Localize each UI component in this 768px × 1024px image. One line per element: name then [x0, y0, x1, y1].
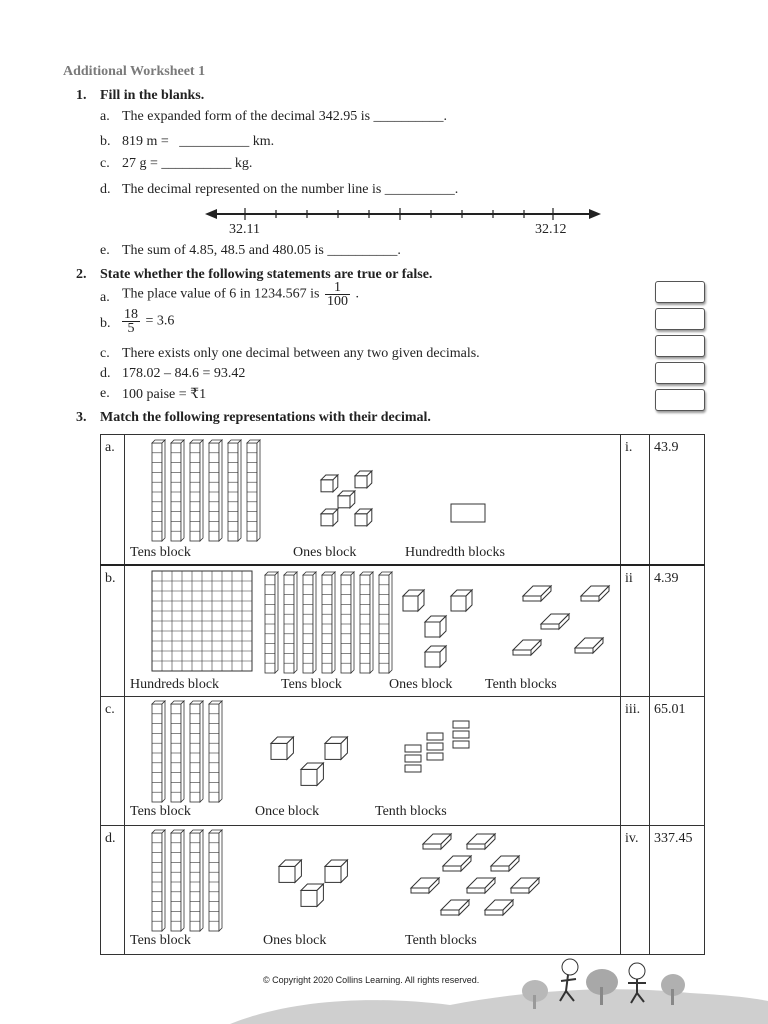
roman-cell	[621, 435, 650, 566]
row-label: c.	[105, 702, 115, 717]
block-caption: Tens block	[130, 933, 191, 948]
match-row-d	[101, 826, 705, 955]
ones-cube	[425, 646, 446, 667]
block-caption: Hundredth blocks	[405, 545, 505, 560]
tens-rod	[190, 440, 203, 541]
decimal-cell[interactable]	[650, 565, 705, 697]
match-row-c	[101, 697, 705, 826]
item-label: c.	[100, 156, 110, 171]
tens-rod	[379, 572, 392, 673]
ones-cube	[301, 763, 323, 785]
block-caption: Ones block	[263, 933, 327, 948]
ones-cube	[271, 737, 293, 759]
answer-box-e[interactable]	[655, 389, 705, 411]
tenth-flat	[443, 856, 471, 871]
tenth-block	[453, 741, 469, 748]
roman-numeral: i.	[625, 440, 633, 455]
roman-numeral: iii.	[625, 702, 641, 717]
roman-cell	[621, 565, 650, 697]
tens-rod	[322, 572, 335, 673]
tens-rod	[265, 572, 278, 673]
ones-cube	[451, 590, 472, 611]
item-label: e.	[100, 386, 110, 401]
match-row-b	[101, 565, 705, 697]
block-caption: Ones block	[389, 677, 453, 692]
representation-cell	[125, 435, 621, 566]
item-text	[122, 281, 359, 308]
block-caption: Tens block	[130, 804, 191, 819]
fraction	[122, 308, 140, 335]
decimal-cell[interactable]	[650, 826, 705, 955]
tens-rod	[171, 830, 184, 931]
ones-cube	[321, 509, 338, 526]
ones-cube	[355, 471, 372, 488]
roman-cell	[621, 697, 650, 826]
item-text: 819 m = __________ km.	[122, 134, 275, 149]
number-line-left-label: 32.11	[229, 222, 260, 237]
roman-numeral: iv.	[625, 831, 639, 846]
tenth-flat	[467, 878, 495, 893]
representation-cell	[125, 826, 621, 955]
decimal-cell[interactable]	[650, 697, 705, 826]
block-caption: Tenth blocks	[485, 677, 557, 692]
item-text	[122, 308, 174, 335]
number-line	[205, 204, 605, 224]
tens-rod	[228, 440, 241, 541]
copyright-text: © Copyright 2020 Collins Learning. All rights reserved.	[263, 975, 480, 985]
ones-cube	[325, 860, 347, 882]
tens-rod	[303, 572, 316, 673]
fraction-numerator: 1	[325, 281, 350, 295]
item-label: b.	[100, 134, 111, 149]
item-text: 100 paise = ₹1	[122, 387, 207, 402]
row-label-cell	[101, 435, 125, 566]
match-table	[100, 434, 705, 955]
tenth-block	[427, 733, 443, 740]
ones-cube	[403, 590, 424, 611]
tenth-block	[405, 755, 421, 762]
tenth-flat	[513, 640, 541, 655]
tens-rod	[360, 572, 373, 673]
row-label-cell	[101, 697, 125, 826]
question-number: 3.	[76, 410, 87, 425]
base-ten-blocks-c	[125, 697, 621, 825]
item-label: a.	[100, 290, 110, 305]
representation-cell	[125, 565, 621, 697]
item-text: The decimal represented on the number line is __________.	[122, 182, 459, 197]
tenth-flat	[491, 856, 519, 871]
tenth-flat	[467, 834, 495, 849]
tens-rod	[209, 440, 222, 541]
tenth-flat	[411, 878, 439, 893]
tenth-block	[453, 731, 469, 738]
base-ten-blocks-d	[125, 826, 621, 954]
tens-rod	[171, 440, 184, 541]
decimal-value: 43.9	[654, 440, 679, 455]
answer-box-d[interactable]	[655, 362, 705, 384]
item-label: d.	[100, 366, 111, 381]
item-text: The expanded form of the decimal 342.95 is __________.	[122, 109, 448, 124]
question-title: Fill in the blanks.	[100, 88, 205, 103]
tenth-flat	[541, 614, 569, 629]
answer-box-a[interactable]	[655, 281, 705, 303]
tenth-flat	[423, 834, 451, 849]
ones-cube	[425, 616, 446, 637]
ones-cube	[321, 475, 338, 492]
fraction-denominator: 100	[327, 294, 349, 309]
number-line-right-label: 32.12	[535, 222, 567, 237]
row-label: a.	[105, 440, 115, 455]
answer-box-b[interactable]	[655, 308, 705, 330]
hundredth-block	[451, 504, 485, 522]
tens-rod	[209, 830, 222, 931]
q2-item-b	[0, 308, 768, 342]
tens-rod	[152, 440, 165, 541]
roman-numeral: ii	[625, 571, 633, 586]
tenth-block	[453, 721, 469, 728]
tens-rod	[247, 440, 260, 541]
tens-rod	[209, 701, 222, 802]
worksheet-title: Additional Worksheet 1	[63, 64, 206, 79]
item-text: There exists only one decimal between any two given decimals.	[122, 346, 480, 361]
roman-cell	[621, 826, 650, 955]
block-caption: Ones block	[293, 545, 357, 560]
tens-rod	[341, 572, 354, 673]
block-caption: Once block	[255, 804, 320, 819]
item-label: d.	[100, 182, 111, 197]
tens-rod	[152, 830, 165, 931]
statement-text: The place value of 6 in 1234.567 is	[122, 286, 320, 302]
statement-tail: = 3.6	[145, 313, 175, 329]
item-label: b.	[100, 316, 111, 331]
tenth-flat	[581, 586, 609, 601]
block-caption: Tens block	[130, 545, 191, 560]
ones-cube	[355, 509, 372, 526]
tenth-flat	[511, 878, 539, 893]
item-label: e.	[100, 243, 110, 258]
item-text: 178.02 – 84.6 = 93.42	[122, 366, 246, 381]
question-title: Match the following representations with their decimal.	[100, 410, 431, 425]
item-text: 27 g = __________ kg.	[122, 156, 253, 171]
tens-rod	[152, 701, 165, 802]
row-label-cell	[101, 826, 125, 955]
tenth-flat	[575, 638, 603, 653]
item-label: a.	[100, 109, 110, 124]
answer-box-c[interactable]	[655, 335, 705, 357]
tens-rod	[190, 701, 203, 802]
representation-cell	[125, 697, 621, 826]
ones-cube	[338, 491, 355, 508]
tens-rod	[190, 830, 203, 931]
tenth-block	[427, 753, 443, 760]
match-row-a	[101, 435, 705, 566]
block-caption: Tens block	[281, 677, 342, 692]
base-ten-blocks-a	[125, 435, 621, 563]
hundreds-flat	[152, 571, 252, 671]
row-label-cell	[101, 565, 125, 697]
tenth-flat	[485, 900, 513, 915]
question-number: 1.	[76, 88, 87, 103]
tens-rod	[284, 572, 297, 673]
ones-cube	[301, 884, 323, 906]
ones-cube	[325, 737, 347, 759]
tenth-block	[405, 765, 421, 772]
question-title: State whether the following statements are true or false.	[100, 267, 433, 282]
fraction-denominator: 5	[127, 321, 135, 336]
tenth-block	[405, 745, 421, 752]
block-caption: Tenth blocks	[375, 804, 447, 819]
footer-hill-illustration	[230, 955, 768, 1024]
tenth-flat	[523, 586, 551, 601]
tenth-block	[427, 743, 443, 750]
question-number: 2.	[76, 267, 87, 282]
fraction-numerator: 18	[124, 307, 138, 322]
item-text: The sum of 4.85, 48.5 and 480.05 is __________.	[122, 243, 401, 258]
tens-rod	[171, 701, 184, 802]
tenth-flat	[441, 900, 469, 915]
block-caption: Hundreds block	[130, 677, 220, 692]
statement-tail: .	[355, 286, 360, 302]
decimal-cell[interactable]	[650, 435, 705, 566]
decimal-value: 4.39	[654, 571, 679, 586]
row-label: b.	[105, 571, 116, 586]
decimal-value: 337.45	[654, 831, 693, 846]
item-label: c.	[100, 346, 110, 361]
row-label: d.	[105, 831, 116, 846]
decimal-value: 65.01	[654, 702, 686, 717]
ones-cube	[279, 860, 301, 882]
block-caption: Tenth blocks	[405, 933, 477, 948]
fraction	[325, 281, 350, 308]
